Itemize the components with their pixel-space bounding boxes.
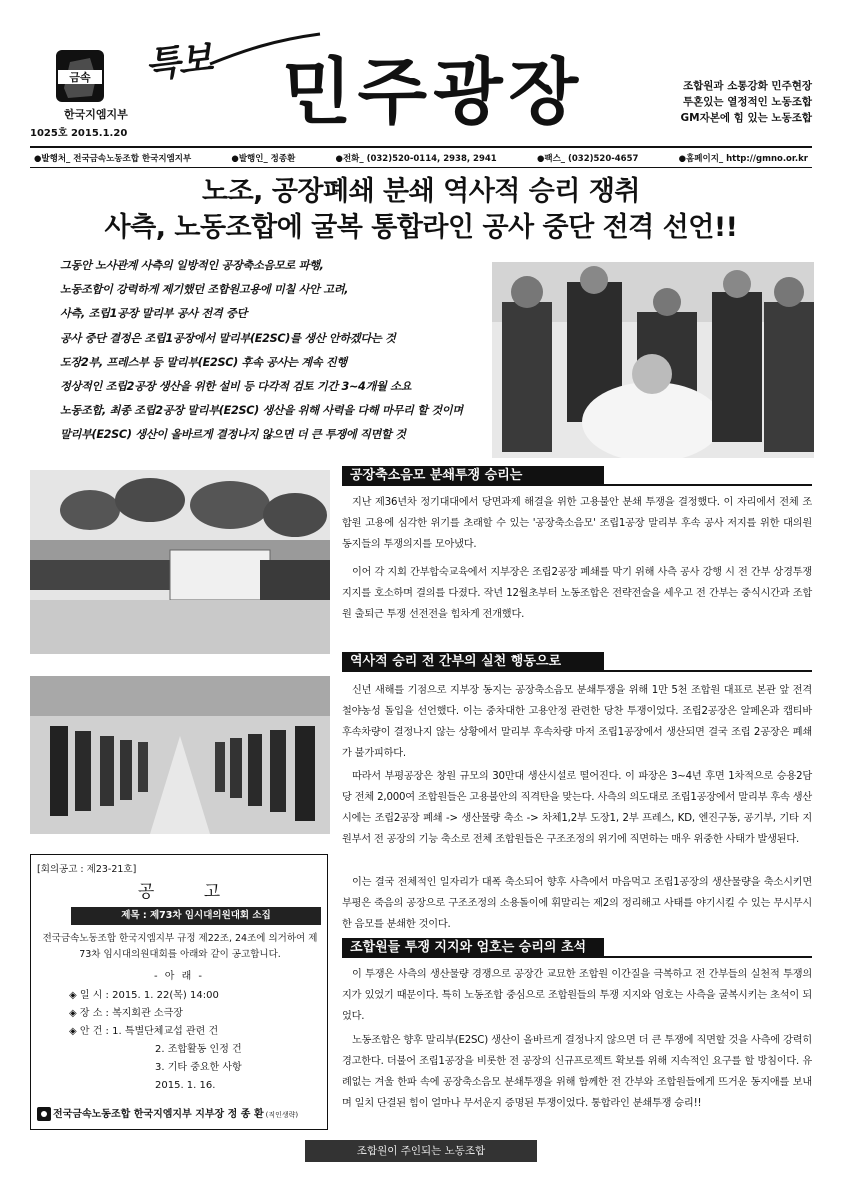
special-label: 특보 [143, 37, 213, 87]
summary-item: 그동안 노사관계 사측의 일방적인 공장축소음모로 파행, [60, 259, 324, 272]
slogan-line: GM자본에 힘 있는 노동조합 [680, 112, 812, 124]
section-header-1: 공장축소음모 분쇄투쟁 승리는 [342, 466, 604, 486]
section-3-paragraph-2: 노동조합은 향후 말리부(E2SC) 생산이 올바르게 결정나지 않으면 더 큰 투쟁에 직면할 것을 사측에 강력히 경고한다. 더불어 조립1공장을 비롯한 전 공장의 신규프로젝트 확보를 위해 지속적인 요구를 할 방침이다. 유례없는 겨울 한파 속에 공장축소음모 분쇄투쟁을 위해 함께한 전 간부와 조합원들에게 뜨거운 동지애를 보내며 일치 단결된 힘이 얼마나 무서운지 증명된 투쟁이었다. 통합라인 분쇄투쟁 승리!! [342, 1035, 812, 1109]
photo-factory-lineup [30, 676, 330, 834]
headline-line-2: 사측, 노동조합에 굴복 통합라인 공사 중단 전격 선언!! [104, 212, 738, 243]
notice-item: 2. 조합활동 인정 건 [155, 1044, 242, 1055]
notice-title: 공 고 [137, 882, 243, 902]
org-name: 한국지엠지부 [64, 108, 128, 121]
summary-item: 공사 중단 결정은 조립1공장에서 말리부(E2SC)를 생산 안하겠다는 것 [60, 331, 396, 345]
section-2-paragraph-2: 따라서 부평공장은 창원 규모의 30만대 생산시설로 떨어진다. 이 파장은 3~4년 후면 1차적으로 승용2담당 전체 2,000여 조합원들은 고용불안의 직격탄을 맞는다. 사측의 의도대로 조립1공장에서 말리부 후속 생산 시에는 조립2공장 폐쇄 -> 생산물량 축소 -> 차체1,2부 도장1, 2부 프레스, KD, 엔진구동, 공기부, 기타 지원부서 전 공장의 기능 축소로 전체 조합원들은 구조조정의 위기에 직면하는 매우 위중한 사태가 발생된다. [342, 771, 812, 845]
notice-item: 3. 기타 중요한 사항 [155, 1062, 242, 1073]
section-2-paragraph-1: 신년 새해를 기점으로 지부장 동지는 공장축소음모 분쇄투쟁을 위해 1만 5천 조합원 대표로 본관 앞 전격 철야농성 돌입을 선언했다. 이는 중차대한 고용안정 관련한 당찬 투쟁이었다. 조립2공장은 알페온과 캡티바 후속차량이 결정나지 않는 상황에서 말리부 후속차량 마저 조립1공장에서 생산되면 결국 조립 2공장은 폐쇄가 불가피하다. [342, 685, 812, 759]
notice-subject: 제목 : 제73차 임시대의원대회 소집 [71, 907, 321, 925]
fax: ●팩스_ (032)520-4657 [536, 153, 639, 164]
photo-outdoor-rally [30, 470, 330, 654]
issue-info: 1025호 2015.1.20 [30, 128, 128, 139]
notice-signature [37, 1105, 298, 1121]
notice-item: ◈ 안 건 : 1. 특별단체교섭 관련 건 [69, 1026, 219, 1037]
section-1-paragraph-2: 이어 각 지회 간부합숙교육에서 지부장은 조립2공장 폐쇄를 막기 위해 사측 공사 강행 시 전 간부 상경투쟁 지지를 호소하며 결의를 다졌다. 작년 12월초부터 노동조합은 전략전술을 세우고 전 간부는 중식시간과 조합원 출퇴근 투쟁 선전전을 힘차게 전개했다. [342, 567, 812, 620]
summary-item: 말리부(E2SC) 생산이 올바르게 결정나지 않으면 더 큰 투쟁에 직면할 것 [60, 428, 406, 442]
section-header-3: 조합원들 투쟁 지지와 엄호는 승리의 초석 [342, 938, 604, 958]
section-divider [604, 484, 812, 486]
editor: ●발행인_ 정종환 [231, 153, 296, 164]
headline-line-1: 노조, 공장폐쇄 분쇄 역사적 승리 쟁취 [202, 176, 640, 207]
masthead [30, 20, 812, 145]
newsletter-title: 민주광장 [282, 50, 585, 134]
phone: ●전화_ (032)520-0114, 2938, 2941 [335, 153, 497, 164]
footer-slogan: 조합원이 주인되는 노동조합 [305, 1140, 537, 1162]
section-divider [604, 956, 812, 958]
slogan-line: 투혼있는 열정적인 노동조합 [682, 96, 812, 108]
summary-item: 사측, 조립1공장 말리부 공사 전격 중단 [60, 307, 248, 321]
summary-item: 도장2부, 프레스부 등 말리부(E2SC) 후속 공사는 계속 진행 [60, 355, 347, 369]
seal-omitted: (직인생략) [265, 1111, 299, 1119]
summary-list [60, 254, 530, 448]
homepage-link[interactable]: ●홈페이지_ http://gmno.or.kr [678, 153, 808, 164]
summary-item: 정상적인 조립2공장 생산을 위한 설비 등 다각적 검토 기간 3~4개월 소요 [60, 380, 412, 394]
slogans [681, 78, 812, 126]
headline [30, 174, 812, 246]
fist-logo-icon [52, 48, 108, 104]
summary-item: 노동조합, 최종 조립2공장 말리부(E2SC) 생산을 위해 사력을 다해 마무리 할 것이며 [60, 404, 463, 418]
notice-item: ◈ 장 소 : 복지회관 소극장 [69, 1008, 183, 1019]
summary-item: 노동조합이 강력하게 제기했던 조합원고용에 미칠 사안 고려, [60, 283, 349, 297]
signature-text: 전국금속노동조합 한국지엠지부 지부장 정 종 환 [53, 1109, 264, 1120]
section-header-2: 역사적 승리 전 간부의 실천 행동으로 [342, 652, 604, 672]
notice-subheading: - 아 래 - [153, 971, 205, 982]
notice-date: 2015. 1. 16. [155, 1080, 216, 1091]
notice-item: ◈ 일 시 : 2015. 1. 22(목) 14:00 [69, 990, 219, 1001]
notice-body: 전국금속노동조합 한국지엠지부 규정 제22조, 24조에 의거하여 제73차 임시대의원대회를 아래와 같이 공고합니다. [42, 933, 318, 960]
notice-items [69, 987, 242, 1095]
section-3-paragraph-1: 이 투쟁은 사측의 생산물량 경쟁으로 공장간 교묘한 조합원 이간질을 극복하고 전 간부들의 실천적 투쟁의지가 있었기 때문이다. 특히 노동조합 중심으로 조합원들의 투쟁 지지와 엄호는 사측을 굴복시키는 초석이 되었다. [342, 969, 812, 1022]
union-seal-icon [37, 1107, 51, 1121]
section-divider [604, 670, 812, 672]
section-1-paragraph-1: 지난 제36년차 정기대대에서 당면과제 해결을 위한 고용불안 분쇄 투쟁을 결정했다. 이 자리에서 전체 조합원 고용에 심각한 위기를 초래할 수 있는 '공장축소음모' 조립1공장 말리부 후속 공사 저지를 위한 대의원 동지들의 투쟁의지를 모아냈다. [342, 497, 812, 550]
publisher: ●발행처_ 전국금속노동조합 한국지엠지부 [34, 153, 192, 164]
photo-head-shaving [492, 262, 814, 458]
logo-text: 금속 [69, 71, 91, 84]
meeting-notice-box [30, 854, 328, 1130]
slogan-line: 조합원과 소통강화 민주현장 [682, 80, 812, 92]
section-2-paragraph-3: 이는 결국 전체적인 일자리가 대폭 축소되어 향후 사측에서 마음먹고 조립1공장의 생산물량을 축소시키면 부평은 죽음의 공장으로 구조조정의 소용돌이에 휘말리는 제2의 정리해고 사태를 야기시킬 수 있는 무시무시한 음모를 분쇄한 것이다. [342, 877, 812, 930]
publication-info-bar [30, 146, 812, 168]
notice-number: [회의공고 : 제23-21호] [37, 864, 137, 875]
